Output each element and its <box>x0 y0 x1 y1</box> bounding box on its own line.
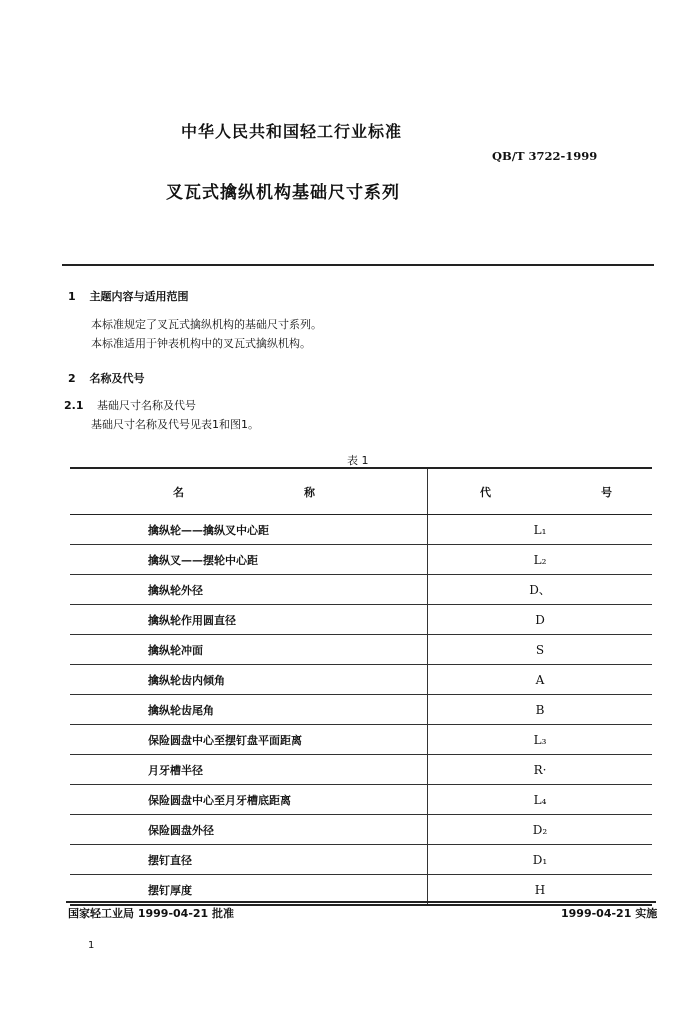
row-name: 擒纵叉——摆轮中心距 <box>70 545 428 575</box>
header-code-cell <box>428 468 653 515</box>
section-2-title: 名称及代号 <box>89 372 145 385</box>
table-row <box>70 575 652 605</box>
row-code: H <box>428 875 653 906</box>
approval-note: 国家轻工业局 1999-04-21 批准 <box>68 907 235 920</box>
top-divider <box>62 264 654 266</box>
row-code: L₃ <box>428 725 653 755</box>
header-code-char-2: 号 <box>601 485 612 499</box>
section-2-1-title: 基础尺寸名称及代号 <box>97 399 196 412</box>
effective-date: 1999-04-21 实施 <box>561 907 658 920</box>
standard-code: QB/T 3722-1999 <box>492 149 598 163</box>
table-row <box>70 515 652 545</box>
row-name: 擒纵轮冲面 <box>70 635 428 665</box>
section-2-number: 2 <box>68 372 76 385</box>
row-code: D₁ <box>428 845 653 875</box>
header-name-cell <box>70 468 428 515</box>
org-title: 中华人民共和国轻工行业标准 <box>181 122 403 141</box>
table-row <box>70 605 652 635</box>
row-code: D₂ <box>428 815 653 845</box>
section-2-heading <box>68 370 145 386</box>
row-code: L₄ <box>428 785 653 815</box>
table-row <box>70 755 652 785</box>
row-code: L₂ <box>428 545 653 575</box>
table-row <box>70 665 652 695</box>
row-name: 擒纵轮齿内倾角 <box>70 665 428 695</box>
table-row <box>70 635 652 665</box>
row-code: A <box>428 665 653 695</box>
row-name: 摆钉厚度 <box>70 875 428 906</box>
table-row <box>70 785 652 815</box>
table-row <box>70 545 652 575</box>
section-1-number: 1 <box>68 290 76 303</box>
table-row <box>70 725 652 755</box>
row-code: B <box>428 695 653 725</box>
table-caption: 表 1 <box>347 454 369 467</box>
row-name: 擒纵轮齿尾角 <box>70 695 428 725</box>
row-name: 保险圆盘外径 <box>70 815 428 845</box>
row-name: 擒纵轮作用圆直径 <box>70 605 428 635</box>
row-name: 擒纵轮——擒纵叉中心距 <box>70 515 428 545</box>
doc-title: 叉瓦式擒纵机构基础尺寸系列 <box>166 183 400 203</box>
row-name: 擒纵轮外径 <box>70 575 428 605</box>
table-row <box>70 815 652 845</box>
row-code: S <box>428 635 653 665</box>
table-row <box>70 845 652 875</box>
section-1-paragraph-2: 本标准适用于钟表机构中的叉瓦式擒纵机构。 <box>91 337 311 350</box>
header-code-char-1: 代 <box>480 485 491 499</box>
table-header-row <box>70 468 652 515</box>
row-name: 保险圆盘中心至摆钉盘平面距离 <box>70 725 428 755</box>
section-2-1-paragraph: 基础尺寸名称及代号见表1和图1。 <box>91 418 259 431</box>
row-code: R· <box>428 755 653 785</box>
header-name-char-1: 名 <box>173 485 184 499</box>
footer-divider <box>66 901 656 903</box>
section-2-1-number: 2.1 <box>64 399 84 412</box>
row-code: L₁ <box>428 515 653 545</box>
dimension-table <box>70 467 652 906</box>
section-1-paragraph-1: 本标准规定了叉瓦式擒纵机构的基础尺寸系列。 <box>91 318 322 331</box>
row-code: D、 <box>428 575 653 605</box>
row-name: 保险圆盘中心至月牙槽底距离 <box>70 785 428 815</box>
page-number: 1 <box>88 940 95 951</box>
row-code: D <box>428 605 653 635</box>
table-row <box>70 695 652 725</box>
section-2-1-heading <box>64 397 196 413</box>
header-name-char-2: 称 <box>304 485 315 499</box>
section-1-title: 主题内容与适用范围 <box>89 290 189 303</box>
section-1-heading <box>68 288 189 304</box>
row-name: 月牙槽半径 <box>70 755 428 785</box>
row-name: 摆钉直径 <box>70 845 428 875</box>
